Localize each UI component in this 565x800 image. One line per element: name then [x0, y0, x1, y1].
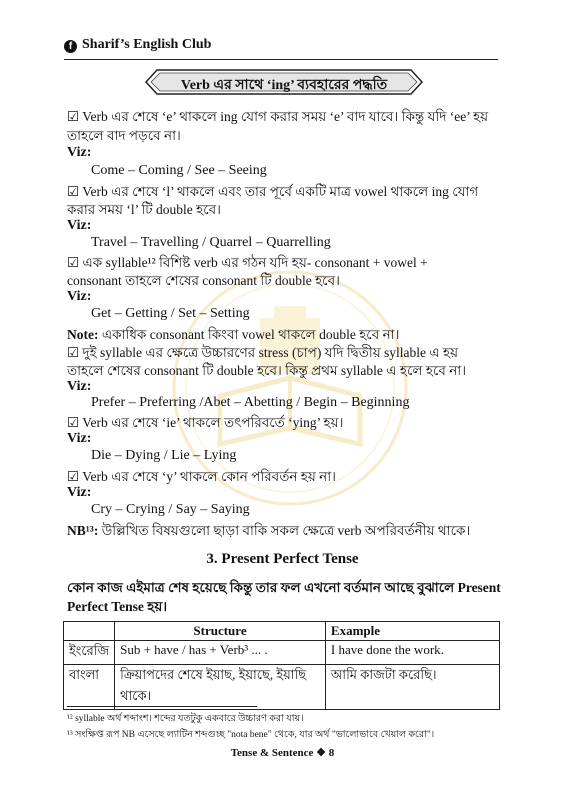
table-cell: ইংরেজি	[64, 641, 115, 665]
section-intro-line1: কোন কাজ এইমাত্র শেষ হয়েছে কিন্তু তার ফল এখনো বর্তমান আছে বুঝালে Present	[67, 580, 501, 595]
rule-syllable-line1: ☑ এক syllable¹² বিশিষ্ট verb এর গঠন যদি হয়- consonant + vowel +	[67, 255, 428, 270]
note-label: Note:	[67, 327, 99, 342]
viz-label: Viz:	[67, 485, 92, 500]
viz-label: Viz:	[67, 289, 92, 304]
rule-ie-line1: ☑ Verb এর শেষে ‘ie’ থাকলে তৎপরিবর্তে ‘ying’ হয়।	[67, 415, 344, 430]
nb-label: NB¹³:	[67, 523, 99, 538]
rule-l-line2: করার সময় ‘l’ টি double হবে।	[67, 202, 222, 217]
topic-banner	[145, 69, 423, 95]
table-row	[64, 665, 500, 710]
footnote-13: ¹³ সংক্ষিপ্ত রূপ NB এসেছে ল্যাটিন শব্দগুচ্ছ "nota bene" থেকে, যার অর্থ "ভালোভাবে খেয়াল করো"।	[67, 730, 435, 740]
rule-e-line1: ☑ Verb এর শেষে ‘e’ থাকলে ing যোগ করার সময় ‘e’ বাদ যাবে। কিন্তু যদি ‘ee’ হয়	[67, 109, 489, 124]
example-line: Come – Coming / See – Seeing	[91, 163, 267, 178]
viz-label: Viz:	[67, 145, 92, 160]
table-cell: ক্রিয়াপদের শেষে ইয়াছ, ইয়াছে, ইয়াছি থাকে।	[115, 665, 326, 710]
table-row	[64, 641, 500, 665]
rule-y-line1: ☑ Verb এর শেষে ‘y’ থাকলে কোন পরিবর্তন হয় না।	[67, 469, 336, 484]
example-line: Die – Dying / Lie – Lying	[91, 448, 237, 463]
section-intro-line2: Perfect Tense হয়।	[67, 599, 168, 614]
table-cell: I have done the work.	[325, 641, 499, 665]
table-header-cell: Example	[325, 622, 499, 641]
viz-label: Viz:	[67, 218, 92, 233]
facebook-icon: f	[64, 40, 77, 53]
footnote-divider	[67, 706, 257, 707]
nb-line	[67, 520, 470, 543]
rule-stress-line1: ☑ দুই syllable এর ক্ষেত্রে উচ্চারণের stress (চাপ) যদি দ্বিতীয় syllable এ হয়	[67, 345, 459, 360]
page-header	[64, 37, 498, 60]
table-header-cell: Structure	[115, 622, 326, 641]
banner-title: Verb এর সাথে ‘ing’ ব্যবহারের পদ্ধতি	[180, 78, 388, 93]
example-line: Prefer – Preferring /Abet – Abetting / Begin – Beginning	[91, 395, 410, 410]
viz-label: Viz:	[67, 431, 92, 446]
footnote-12: ¹² syllable অর্থ শব্দাংশ। শব্দের যতটুকু একবারে উচ্চারণ করা যায়।	[67, 714, 304, 724]
rule-e-line2: তাহলে বাদ পড়বে না।	[67, 128, 181, 143]
example-line: Travel – Travelling / Quarrel – Quarrelling	[91, 235, 331, 250]
example-line: Cry – Crying / Say – Saying	[91, 502, 250, 517]
page-footer: Tense & Sentence ❖ 8	[230, 747, 335, 759]
table-cell: আমি কাজটা করেছি।	[325, 665, 499, 710]
table-cell: বাংলা	[64, 665, 115, 710]
table-cell: Sub + have / has + Verb³ ... .	[115, 641, 326, 665]
club-title: Sharif’s English Club	[82, 37, 212, 52]
tense-structure-table	[63, 621, 500, 710]
table-header-row	[64, 622, 500, 641]
example-line: Get – Getting / Set – Setting	[91, 306, 250, 321]
table-header-cell	[64, 622, 115, 641]
note-text: একাধিক consonant কিংবা vowel থাকলে double হবে না।	[98, 327, 400, 342]
viz-label: Viz:	[67, 379, 92, 394]
nb-text: উল্লিখিত বিষয়গুলো ছাড়া বাকি সকল ক্ষেত্রে verb অপরিবর্তনীয় থাকে।	[98, 523, 471, 538]
rule-stress-line2: তাহলে শেষের consonant টি double হবে। কিন্তু প্রথম syllable এ হলে হবে না।	[67, 363, 467, 378]
section-title: 3. Present Perfect Tense	[206, 551, 359, 567]
rule-l-line1: ☑ Verb এর শেষে ‘l’ থাকলে এবং তার পূর্বে একটি মাত্র vowel থাকলে ing যোগ	[67, 184, 479, 199]
rule-syllable-line2: consonant তাহলে শেষের consonant টি double হবে।	[67, 273, 340, 288]
